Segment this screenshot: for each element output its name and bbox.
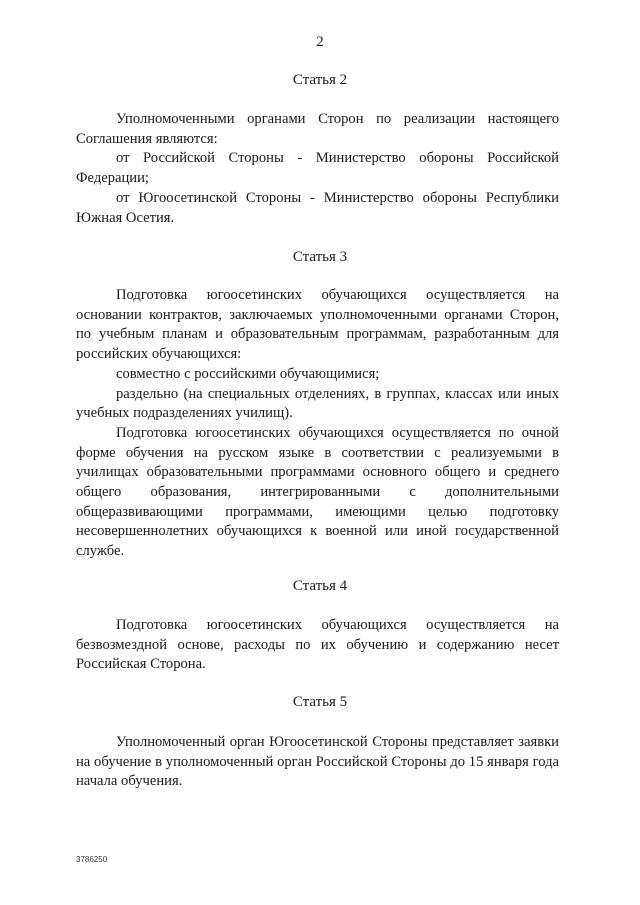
article-3-title: Статья 3 — [292, 249, 348, 265]
article-5-paragraph: Уполномоченный орган Югоосетинской Стороны представляет заявки на обучение в уполномоченный орган Российской Стороны до 15 января года начала обучения. — [76, 734, 559, 790]
article-2-body — [76, 110, 559, 228]
article-2-paragraph: Уполномоченными органами Сторон по реализации настоящего Соглашения являются: — [76, 111, 559, 147]
article-3-paragraph: совместно с российскими обучающимися; — [116, 365, 380, 382]
article-3-paragraph: Подготовка югоосетинских обучающихся осуществляется по очной форме обучения на русском языке в соответствии с реализуемыми в училищах образовательными программами основного общего и среднего общего образования, интегрированными с дополнительными общеразвивающими программами, имеющими целью подготовку несовершеннолетних обучающихся к военной или иной государственной службе. — [76, 424, 559, 560]
article-4-body — [76, 616, 559, 675]
article-4-title: Статья 4 — [292, 578, 348, 594]
page-number: 2 — [316, 34, 324, 50]
article-3-body — [76, 286, 559, 562]
article-3-paragraph: раздельно (на специальных отделениях, в группах, классах или иных учебных подразделениях училищ). — [76, 385, 559, 422]
article-2-paragraph: от Югоосетинской Стороны - Министерство обороны Республики Южная Осетия. — [76, 189, 559, 226]
article-2-paragraph: от Российской Стороны - Министерство обороны Российской Федерации; — [76, 150, 559, 187]
article-5-body — [76, 733, 559, 792]
document-id: 3786250 — [76, 855, 108, 864]
article-3-paragraph: Подготовка югоосетинских обучающихся осуществляется на основании контрактов, заключаемых уполномоченными органами Сторон, по учебным планам и образовательным программам, разработанным для российских обучающихся: — [76, 287, 559, 363]
article-5-title: Статья 5 — [292, 694, 348, 710]
article-4-paragraph: Подготовка югоосетинских обучающихся осуществляется на безвозмездной основе, расходы по их обучению и содержанию несет Российская Сторона. — [76, 617, 559, 673]
article-2-title: Статья 2 — [292, 72, 348, 88]
